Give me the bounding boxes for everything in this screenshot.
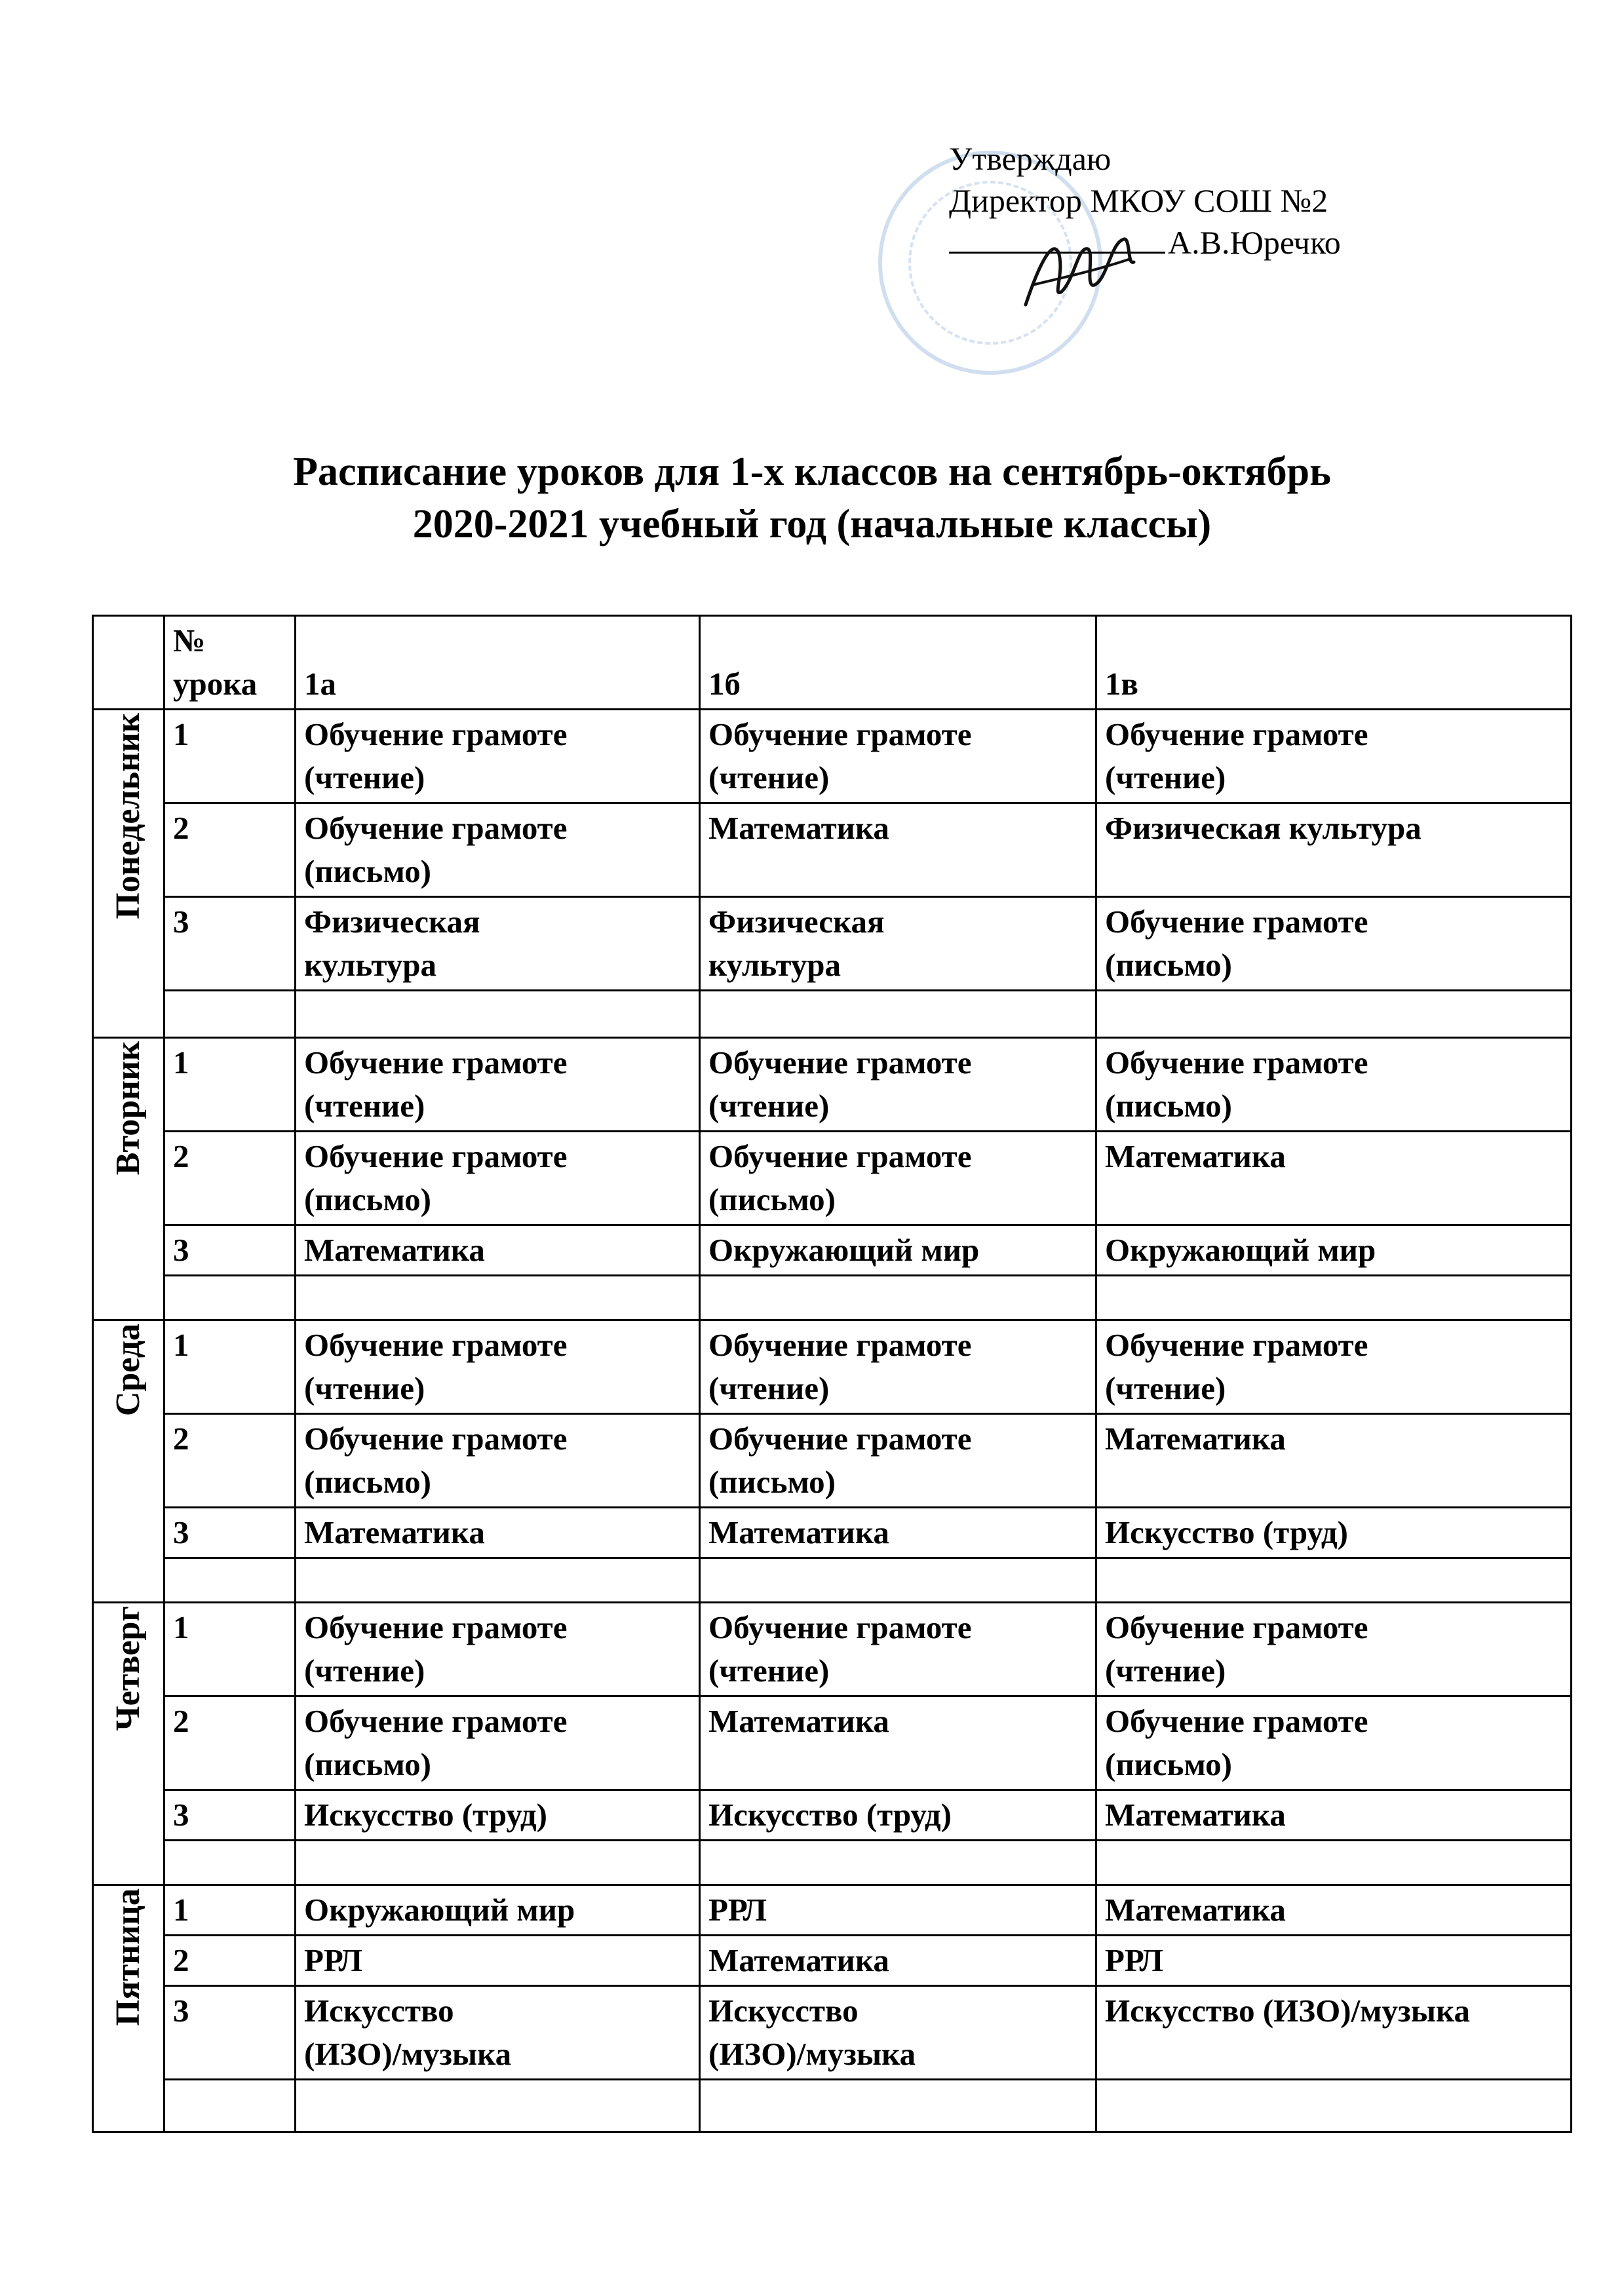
subject-1b: Обучение грамоте (чтение)	[700, 710, 1096, 803]
day-cell	[93, 1603, 164, 1885]
header-class-1b: 1б	[700, 616, 1096, 710]
subject-1v: Обучение грамоте (письмо)	[1096, 1038, 1572, 1132]
table-header-row	[93, 616, 1572, 710]
subject-1v: Физическая культура	[1096, 803, 1572, 897]
empty-cell	[700, 1276, 1096, 1320]
empty-cell	[164, 991, 296, 1038]
table-row-empty	[93, 1558, 1572, 1603]
title-line-2: 2020-2021 учебный год (начальные классы)	[412, 502, 1212, 546]
subject-1v: Обучение грамоте (письмо)	[1096, 897, 1572, 991]
subject-1a: Обучение грамоте (письмо)	[296, 1696, 700, 1790]
subject-1b: Окружающий мир	[700, 1225, 1096, 1276]
table-row	[93, 1696, 1572, 1790]
subject-1v: Математика	[1096, 1132, 1572, 1225]
empty-cell	[296, 991, 700, 1038]
subject-1a: Физическая культура	[296, 897, 700, 991]
empty-cell	[700, 2080, 1096, 2132]
subject-1b: Математика	[700, 1696, 1096, 1790]
day-cell	[93, 1320, 164, 1603]
subject-1b: Обучение грамоте (чтение)	[700, 1038, 1096, 1132]
header-class-1v: 1в	[1096, 616, 1572, 710]
empty-cell	[1096, 1558, 1572, 1603]
subject-1v: Обучение грамоте (письмо)	[1096, 1696, 1572, 1790]
empty-cell	[296, 1841, 700, 1885]
day-cell	[93, 1038, 164, 1320]
lesson-number: 3	[164, 897, 296, 991]
subject-1b: Обучение грамоте (письмо)	[700, 1414, 1096, 1508]
subject-1v: Окружающий мир	[1096, 1225, 1572, 1276]
lesson-number: 1	[164, 1320, 296, 1414]
day-name: Понедельник	[109, 713, 147, 919]
subject-1v: Математика	[1096, 1790, 1572, 1841]
subject-1b: Обучение грамоте (чтение)	[700, 1603, 1096, 1696]
lesson-number: 2	[164, 1414, 296, 1508]
empty-cell	[700, 991, 1096, 1038]
lesson-number: 2	[164, 803, 296, 897]
day-cell	[93, 710, 164, 1038]
empty-cell	[1096, 2080, 1572, 2132]
table-row-empty	[93, 1841, 1572, 1885]
lesson-number: 2	[164, 1132, 296, 1225]
subject-1a: Обучение грамоте (письмо)	[296, 803, 700, 897]
lesson-number: 1	[164, 1885, 296, 1936]
empty-cell	[700, 1841, 1096, 1885]
lesson-number: 1	[164, 710, 296, 803]
subject-1v: Математика	[1096, 1885, 1572, 1936]
lesson-number: 3	[164, 1790, 296, 1841]
subject-1v: Обучение грамоте (чтение)	[1096, 1320, 1572, 1414]
table-row	[93, 1986, 1572, 2080]
lesson-number: 1	[164, 1038, 296, 1132]
empty-cell	[164, 2080, 296, 2132]
subject-1v: РРЛ	[1096, 1936, 1572, 1986]
table-row	[93, 1225, 1572, 1276]
subject-1b: РРЛ	[700, 1885, 1096, 1936]
subject-1v: Искусство (труд)	[1096, 1508, 1572, 1558]
subject-1b: Математика	[700, 1936, 1096, 1986]
document-title	[0, 446, 1624, 550]
subject-1a: Окружающий мир	[296, 1885, 700, 1936]
empty-cell	[164, 1276, 296, 1320]
schedule-table	[92, 615, 1572, 2133]
subject-1b: Искусство (ИЗО)/музыка	[700, 1986, 1096, 2080]
approval-director: Директор МКОУ СОШ №2	[949, 182, 1328, 219]
table-row	[93, 1790, 1572, 1841]
subject-1b: Физическая культура	[700, 897, 1096, 991]
table-row	[93, 1414, 1572, 1508]
table-row	[93, 897, 1572, 991]
subject-1a: РРЛ	[296, 1936, 700, 1986]
subject-1a: Обучение грамоте (чтение)	[296, 1320, 700, 1414]
subject-1b: Математика	[700, 803, 1096, 897]
table-row	[93, 1038, 1572, 1132]
table-row-empty	[93, 2080, 1572, 2132]
approval-signature-line	[949, 221, 1341, 263]
subject-1a: Искусство (труд)	[296, 1790, 700, 1841]
lesson-number: 1	[164, 1603, 296, 1696]
approval-block	[949, 138, 1341, 263]
subject-1v: Искусство (ИЗО)/музыка	[1096, 1986, 1572, 2080]
table-row	[93, 1885, 1572, 1936]
lesson-number: 3	[164, 1225, 296, 1276]
table-row	[93, 1132, 1572, 1225]
day-name: Четверг	[109, 1606, 147, 1731]
empty-cell	[296, 2080, 700, 2132]
subject-1b: Обучение грамоте (письмо)	[700, 1132, 1096, 1225]
empty-cell	[700, 1558, 1096, 1603]
subject-1a: Обучение грамоте (письмо)	[296, 1132, 700, 1225]
subject-1b: Математика	[700, 1508, 1096, 1558]
subject-1v: Обучение грамоте (чтение)	[1096, 710, 1572, 803]
table-row	[93, 1936, 1572, 1986]
empty-cell	[1096, 991, 1572, 1038]
subject-1a: Обучение грамоте (чтение)	[296, 710, 700, 803]
empty-cell	[296, 1276, 700, 1320]
table-row-empty	[93, 1276, 1572, 1320]
day-name: Среда	[109, 1324, 147, 1417]
empty-cell	[1096, 1276, 1572, 1320]
table-row	[93, 803, 1572, 897]
header-empty-cell	[93, 616, 164, 710]
subject-1a: Математика	[296, 1508, 700, 1558]
day-name: Пятница	[109, 1888, 147, 2027]
lesson-number: 3	[164, 1986, 296, 2080]
subject-1a: Обучение грамоте (письмо)	[296, 1414, 700, 1508]
title-line-1: Расписание уроков для 1-х классов на сентябрь-октябрь	[293, 450, 1331, 494]
table-row-empty	[93, 991, 1572, 1038]
table-row	[93, 710, 1572, 803]
header-lesson-number: № урока	[164, 616, 296, 710]
table-row	[93, 1320, 1572, 1414]
day-name: Вторник	[109, 1041, 147, 1176]
empty-cell	[296, 1558, 700, 1603]
empty-cell	[164, 1558, 296, 1603]
subject-1v: Математика	[1096, 1414, 1572, 1508]
lesson-number: 2	[164, 1696, 296, 1790]
subject-1a: Обучение грамоте (чтение)	[296, 1038, 700, 1132]
subject-1b: Обучение грамоте (чтение)	[700, 1320, 1096, 1414]
subject-1a: Обучение грамоте (чтение)	[296, 1603, 700, 1696]
approval-name: А.В.Юречко	[1168, 224, 1341, 261]
subject-1v: Обучение грамоте (чтение)	[1096, 1603, 1572, 1696]
lesson-number: 3	[164, 1508, 296, 1558]
subject-1a: Искусство (ИЗО)/музыка	[296, 1986, 700, 2080]
table-row	[93, 1508, 1572, 1558]
empty-cell	[164, 1841, 296, 1885]
day-cell	[93, 1885, 164, 2132]
empty-cell	[1096, 1841, 1572, 1885]
approval-heading: Утверждаю	[949, 140, 1112, 177]
lesson-number: 2	[164, 1936, 296, 1986]
subject-1b: Искусство (труд)	[700, 1790, 1096, 1841]
subject-1a: Математика	[296, 1225, 700, 1276]
handwritten-signature	[1013, 226, 1144, 318]
table-row	[93, 1603, 1572, 1696]
header-class-1a: 1а	[296, 616, 700, 710]
